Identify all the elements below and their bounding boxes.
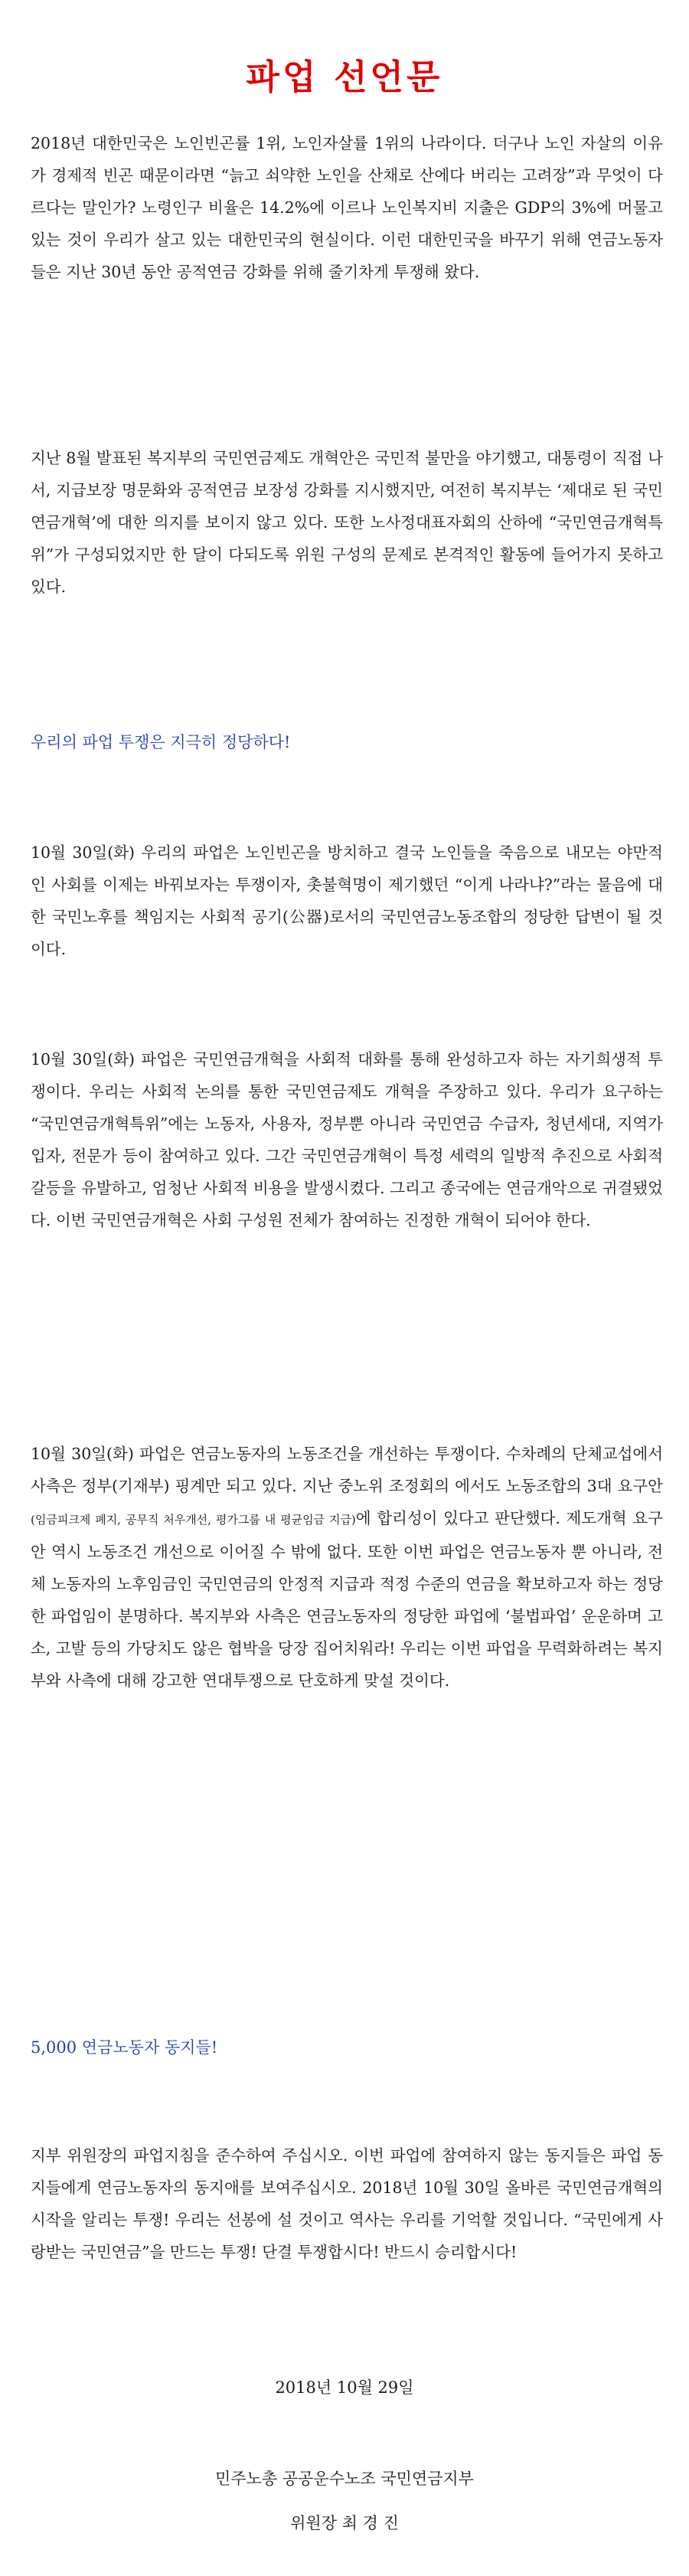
paragraph-reform-plan: 지난 8월 발표된 복지부의 국민연금제도 개혁안은 국민적 불만을 야기했고, 대통령이 직접 나서, 지급보장 명문화와 공적연금 보장성 강화를 지시했지만, 여전히 복지부는 ‘제대로 된 국민연금개혁’에 대한 의지를 보이지 않고 있다. 또한 노사정대표자회의 산하에 “국민연금개혁특위”가 구성되었지만 한 달이 다되도록 위원 구성의 문제로 본격적인 활동에 들어가지 못하고 있다.	[31, 449, 663, 596]
paragraph-text: 10월 30일(화) 파업은 연금노동자의 노동조건을 개선하는 투쟁이다. 수차례의 단체교섭에서 사측은 정부(기재부) 핑계만 되고 있다. 지난 중노위 조정회의 에서도 노동조합의 3대 요구안	[31, 1445, 663, 1495]
section-heading-comrades: 5,000 연금노동자 동지들!	[31, 2038, 218, 2057]
organization-name: 민주노총 공공운수노조 국민연금지부	[215, 2470, 474, 2488]
paragraph-strike-purpose: 10월 30일(화) 우리의 파업은 노인빈곤을 방치하고 결국 노인들을 죽음으로 내모는 야만적인 사회를 이제는 바꿔보자는 투쟁이자, 촛불혁명이 제기했던 “이게 나라냐?”라는 물음에 대한 국민노후를 책임지는 사회적 공기(公器)로서의 국민연금노동조합의 정당한 답변이 될 것이다.	[31, 843, 663, 958]
paragraph-call-to-action: 지부 위원장의 파업지침을 준수하여 주십시오. 이번 파업에 참여하지 않는 동지들은 파업 동지들에게 연금노동자의 동지애를 보여주십시오. 2018년 10월 30일 올바른 국민연금개혁의 시작을 알리는 투쟁! 우리는 선봉에 설 것이고 역사는 우리를 기억할 것입니다. “국민에게 사랑받는 국민연금”을 만드는 투쟁! 단결 투쟁합시다! 반드시 승리합시다!	[31, 2146, 663, 2261]
demands-note: (임금피크제 폐지, 공무직 처우개선, 평가그룹 내 평균임금 지급)	[31, 1513, 356, 1527]
paragraph-intro: 2018년 대한민국은 노인빈곤률 1위, 노인자살률 1위의 나라이다. 더구나 노인 자살의 이유가 경제적 빈곤 때문이라면 “늙고 쇠약한 노인을 산채로 산에다 버리는 고려장”과 무엇이 다르다는 말인가? 노령인구 비율은 14.2%에 이르나 노인복지비 지출은 GDP의 3%에 머물고 있는 것이 우리가 살고 있는 대한민국의 현실이다. 이런 대한민국을 바꾸기 위해 연금노동자들은 지난 30년 동안 공적연금 강화를 위해 줄기차게 투쟁해 왔다.	[31, 134, 663, 281]
paragraph-working-conditions	[31, 1438, 663, 1697]
document-date: 2018년 10월 29일	[275, 2378, 414, 2397]
paragraph-text: 에 합리성이 있다고 판단했다. 제도개혁 요구안 역시 노동조건 개선으로 이어질 수 밖에 없다. 또한 이번 파업은 연금노동자 뿐 아니라, 전체 노동자의 노후임금인 국민연금의 안정적 지급과 적정 수준의 연금을 확보하고자 하는 정당한 파업임이 분명하다. 복지부와 사측은 연금노동자의 정당한 파업에 ‘불법파업’ 운운하며 고소, 고발 등의 가당치도 않은 협박을 당장 집어치워라! 우리는 이번 파업을 무력화하려는 복지부와 사측에 대해 강고한 연대투쟁으로 단호하게 맞설 것이다.	[31, 1509, 663, 1690]
paragraph-social-dialogue: 10월 30일(화) 파업은 국민연금개혁을 사회적 대화를 통해 완성하고자 하는 자기희생적 투쟁이다. 우리는 사회적 논의를 통한 국민연금제도 개혁을 주장하고 있다. 우리가 요구하는 “국민연금개혁특위”에는 노동자, 사용자, 정부뿐 아니라 국민연금 수급자, 청년세대, 지역가입자, 전문가 등이 참여하고 있다. 그간 국민연금개혁이 특정 세력의 일방적 추진으로 사회적 갈등을 유발하고, 엄청난 사회적 비용을 발생시켰다. 그리고 종국에는 연금개악으로 귀결됐었다. 이번 국민연금개혁은 사회 구성원 전체가 참여하는 진정한 개혁이 되어야 한다.	[31, 1050, 663, 1229]
signer-name: 위원장 최 경 진	[290, 2514, 399, 2532]
page-title: 파업 선언문	[246, 57, 443, 97]
section-heading-justification: 우리의 파업 투쟁은 지극히 정당하다!	[31, 733, 291, 751]
